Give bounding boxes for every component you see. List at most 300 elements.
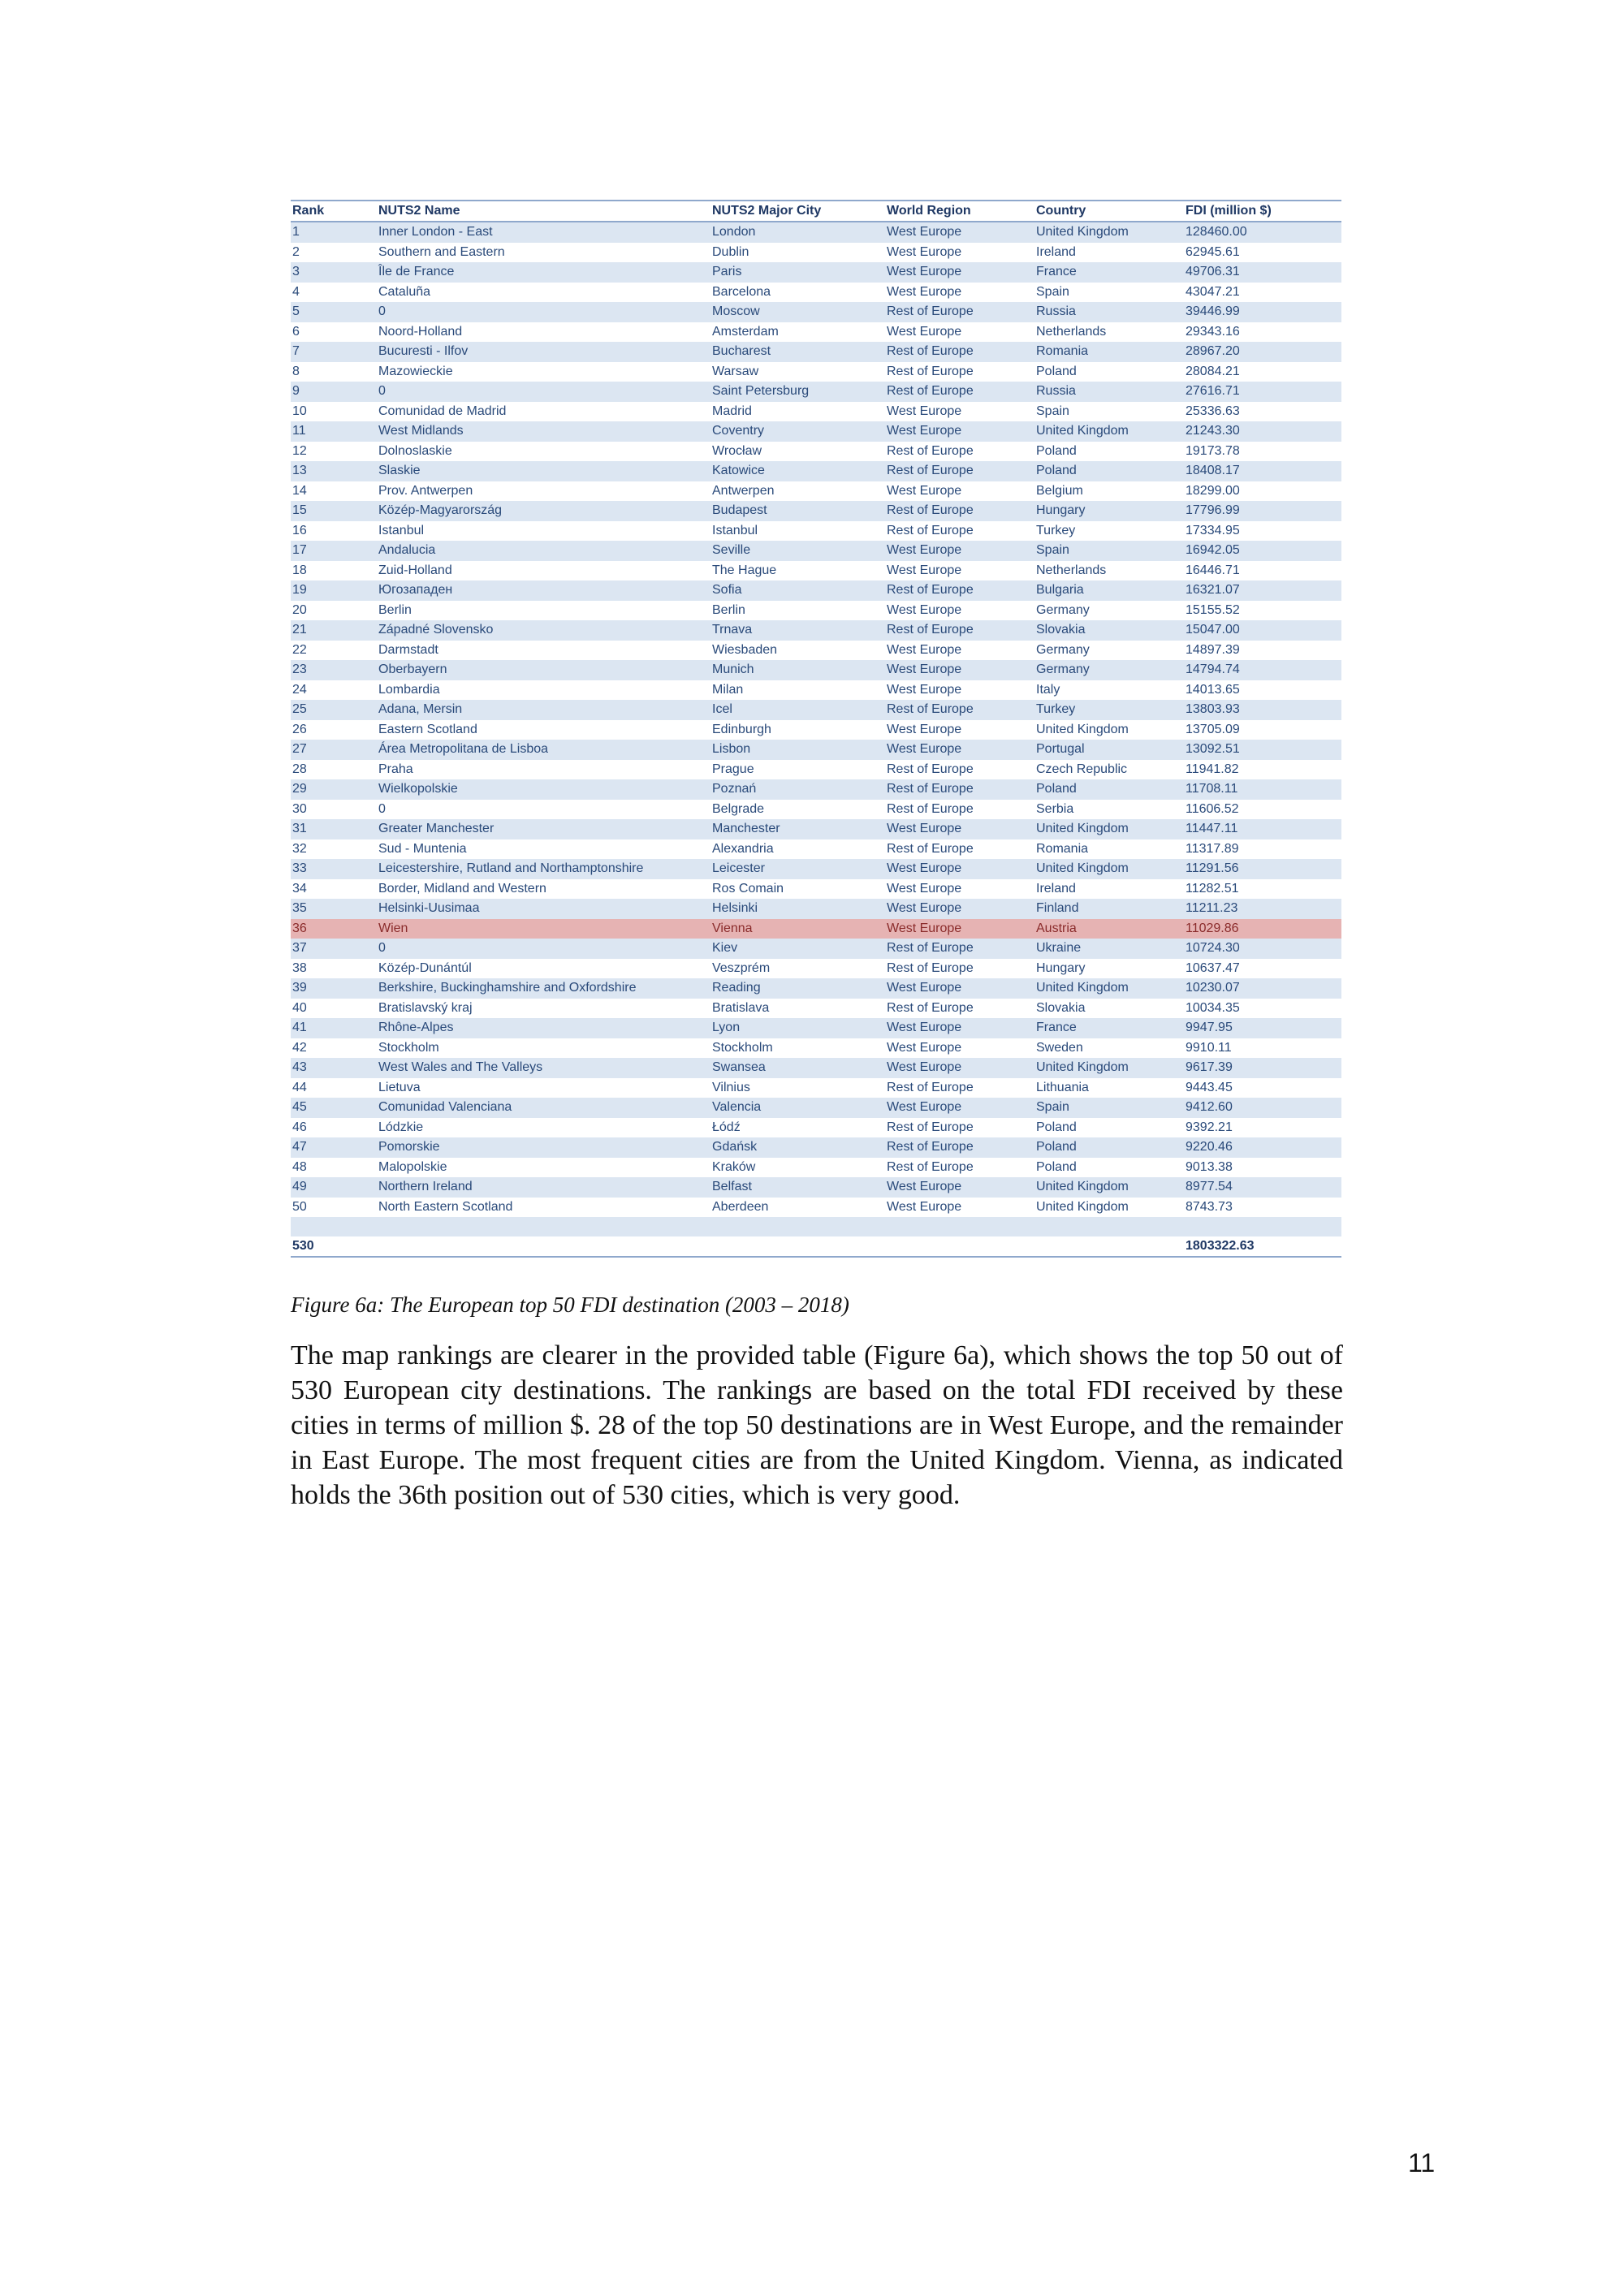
cell-world-region: Rest of Europe xyxy=(885,461,1034,481)
cell-major-city: Vilnius xyxy=(712,1080,750,1094)
cell-country: Lithuania xyxy=(1036,1080,1089,1094)
cell-country: Poland xyxy=(1036,1159,1077,1174)
cell-country: Ukraine xyxy=(1034,939,1184,959)
cell-fdi: 11708.11 xyxy=(1184,779,1341,800)
cell-country: France xyxy=(1034,262,1184,283)
cell-rank: 37 xyxy=(291,939,377,959)
table-row xyxy=(291,362,1341,382)
cell-major-city: Madrid xyxy=(712,404,752,418)
cell-fdi: 62945.61 xyxy=(1186,244,1240,259)
cell-nuts2-name: West Midlands xyxy=(377,421,710,442)
table-row xyxy=(291,501,1341,521)
cell-fdi: 11211.23 xyxy=(1184,899,1341,919)
cell-country: Portugal xyxy=(1034,740,1184,760)
cell-country: United Kingdom xyxy=(1034,819,1184,839)
cell-rank: 41 xyxy=(291,1018,377,1038)
cell-major-city: Dublin xyxy=(712,244,749,259)
total-empty-cell xyxy=(885,1236,1034,1257)
cell-nuts2-name: 0 xyxy=(377,939,710,959)
cell-country: Poland xyxy=(1036,1120,1077,1134)
cell-major-city: Istanbul xyxy=(712,523,758,537)
table-spacer-row xyxy=(291,1217,1341,1236)
cell-country: Bulgaria xyxy=(1034,580,1184,601)
cell-country: Czech Republic xyxy=(1036,762,1128,776)
cell-major-city: Bratislava xyxy=(712,1000,770,1015)
cell-world-region: West Europe xyxy=(887,284,962,299)
cell-country: United Kingdom xyxy=(1034,859,1184,879)
cell-world-region: West Europe xyxy=(885,919,1034,939)
cell-rank: 10 xyxy=(292,404,307,418)
cell-fdi: 11941.82 xyxy=(1186,762,1239,776)
cell-nuts2-name: Lietuva xyxy=(378,1080,421,1094)
cell-rank: 18 xyxy=(292,563,307,577)
cell-world-region: Rest of Europe xyxy=(887,960,974,975)
cell-major-city: Alexandria xyxy=(712,841,774,856)
cell-nuts2-name: Wielkopolskie xyxy=(377,779,710,800)
cell-country: Spain xyxy=(1036,404,1069,418)
cell-world-region: West Europe xyxy=(885,1098,1034,1118)
cell-major-city: Valencia xyxy=(710,1098,885,1118)
cell-fdi: 8977.54 xyxy=(1184,1177,1341,1198)
cell-nuts2-name: Comunidad de Madrid xyxy=(378,404,507,418)
cell-major-city: Leicester xyxy=(710,859,885,879)
cell-fdi: 128460.00 xyxy=(1184,222,1341,243)
cell-nuts2-name: Île de France xyxy=(377,262,710,283)
cell-world-region: West Europe xyxy=(885,1018,1034,1038)
cell-fdi: 13092.51 xyxy=(1184,740,1341,760)
cell-fdi: 11317.89 xyxy=(1186,841,1239,856)
cell-nuts2-name: Praha xyxy=(378,762,413,776)
total-count: 530 xyxy=(291,1236,377,1257)
cell-country: Spain xyxy=(1034,541,1184,561)
cell-nuts2-name: Západné Slovensko xyxy=(377,620,710,641)
cell-major-city: Icel xyxy=(710,700,885,720)
cell-rank: 35 xyxy=(291,899,377,919)
cell-country: Netherlands xyxy=(1036,563,1107,577)
cell-country: Germany xyxy=(1036,602,1090,617)
cell-country: Romania xyxy=(1034,342,1184,362)
cell-major-city: Edinburgh xyxy=(712,722,771,736)
cell-world-region: Rest of Europe xyxy=(885,779,1034,800)
cell-world-region: Rest of Europe xyxy=(887,1120,974,1134)
cell-major-city: Milan xyxy=(712,682,744,697)
cell-country: Germany xyxy=(1034,660,1184,680)
cell-fdi: 10230.07 xyxy=(1184,978,1341,999)
cell-major-city: Berlin xyxy=(712,602,745,617)
cell-country: Poland xyxy=(1034,779,1184,800)
cell-nuts2-name: Berlin xyxy=(378,602,412,617)
cell-world-region: West Europe xyxy=(887,602,962,617)
cell-nuts2-name: West Wales and The Valleys xyxy=(377,1058,710,1078)
cell-major-city: Manchester xyxy=(710,819,885,839)
cell-major-city: Vienna xyxy=(710,919,885,939)
cell-country: Spain xyxy=(1034,1098,1184,1118)
cell-world-region: Rest of Europe xyxy=(885,302,1034,322)
cell-nuts2-name: Darmstadt xyxy=(378,642,438,657)
cell-rank: 23 xyxy=(291,660,377,680)
cell-rank: 6 xyxy=(292,324,300,339)
cell-rank: 14 xyxy=(292,483,307,498)
table-row xyxy=(291,760,1341,780)
cell-major-city: Moscow xyxy=(710,302,885,322)
cell-rank: 34 xyxy=(292,881,307,896)
cell-rank: 19 xyxy=(291,580,377,601)
cell-rank: 48 xyxy=(292,1159,307,1174)
cell-nuts2-name: Comunidad Valenciana xyxy=(377,1098,710,1118)
cell-country: Finland xyxy=(1034,899,1184,919)
cell-rank: 2 xyxy=(292,244,300,259)
cell-world-region: West Europe xyxy=(887,404,962,418)
cell-major-city: Lyon xyxy=(710,1018,885,1038)
table-row xyxy=(291,561,1341,581)
cell-world-region: Rest of Europe xyxy=(885,501,1034,521)
cell-rank: 27 xyxy=(291,740,377,760)
cell-nuts2-name: Közép-Dunántúl xyxy=(378,960,472,975)
cell-fdi: 19173.78 xyxy=(1186,443,1240,458)
cell-rank: 3 xyxy=(291,262,377,283)
cell-country: Sweden xyxy=(1036,1040,1083,1055)
cell-major-city: Kiev xyxy=(710,939,885,959)
cell-fdi: 9220.46 xyxy=(1184,1137,1341,1158)
cell-rank: 36 xyxy=(291,919,377,939)
cell-nuts2-name: Helsinki-Uusimaa xyxy=(377,899,710,919)
cell-world-region: West Europe xyxy=(887,324,962,339)
cell-world-region: West Europe xyxy=(887,722,962,736)
cell-country: United Kingdom xyxy=(1034,978,1184,999)
cell-fdi: 11606.52 xyxy=(1186,801,1239,816)
table-row xyxy=(291,382,1341,402)
header-country: Country xyxy=(1034,201,1184,222)
cell-world-region: Rest of Europe xyxy=(887,1080,974,1094)
table-row xyxy=(291,819,1341,839)
cell-rank: 28 xyxy=(292,762,307,776)
header-nuts2-name: NUTS2 Name xyxy=(377,201,710,222)
cell-country: Netherlands xyxy=(1036,324,1107,339)
cell-major-city: Lisbon xyxy=(710,740,885,760)
table-row xyxy=(291,879,1341,900)
table-row xyxy=(291,1198,1341,1218)
cell-country: Russia xyxy=(1034,382,1184,402)
cell-rank: 13 xyxy=(291,461,377,481)
cell-country: Spain xyxy=(1036,284,1069,299)
cell-rank: 9 xyxy=(291,382,377,402)
cell-country: Slovakia xyxy=(1036,1000,1086,1015)
cell-rank: 38 xyxy=(292,960,307,975)
cell-world-region: West Europe xyxy=(887,483,962,498)
cell-rank: 8 xyxy=(292,364,300,378)
cell-fdi: 39446.99 xyxy=(1184,302,1341,322)
cell-nuts2-name: 0 xyxy=(377,382,710,402)
cell-rank: 25 xyxy=(291,700,377,720)
cell-country: United Kingdom xyxy=(1034,421,1184,442)
cell-major-city: Swansea xyxy=(710,1058,885,1078)
cell-nuts2-name: Cataluña xyxy=(378,284,431,299)
table-row xyxy=(291,959,1341,979)
table-row xyxy=(291,700,1341,720)
cell-rank: 44 xyxy=(292,1080,307,1094)
page-number: 11 xyxy=(1408,2148,1436,2177)
cell-major-city: Munich xyxy=(710,660,885,680)
cell-world-region: Rest of Europe xyxy=(885,382,1034,402)
cell-nuts2-name: Leicestershire, Rutland and Northamptonshire xyxy=(377,859,710,879)
cell-country: Poland xyxy=(1036,364,1077,378)
fdi-table-container xyxy=(291,200,1341,1258)
cell-country: Ireland xyxy=(1036,881,1076,896)
cell-world-region: Rest of Europe xyxy=(887,523,974,537)
table-row xyxy=(291,322,1341,343)
cell-major-city: Paris xyxy=(710,262,885,283)
spacer-cell xyxy=(291,1217,1341,1236)
cell-nuts2-name: Zuid-Holland xyxy=(378,563,452,577)
header-world-region: World Region xyxy=(885,201,1034,222)
cell-major-city: Veszprém xyxy=(712,960,771,975)
cell-country: Italy xyxy=(1036,682,1060,697)
table-row xyxy=(291,1158,1341,1178)
cell-major-city: Katowice xyxy=(710,461,885,481)
cell-major-city: Saint Petersburg xyxy=(710,382,885,402)
cell-rank: 22 xyxy=(292,642,307,657)
cell-world-region: West Europe xyxy=(885,222,1034,243)
cell-major-city: Coventry xyxy=(710,421,885,442)
cell-rank: 33 xyxy=(291,859,377,879)
cell-country: Hungary xyxy=(1034,501,1184,521)
cell-major-city: Sofia xyxy=(710,580,885,601)
cell-major-city: Belgrade xyxy=(712,801,765,816)
cell-rank: 12 xyxy=(292,443,307,458)
cell-rank: 49 xyxy=(291,1177,377,1198)
cell-country: Poland xyxy=(1034,1137,1184,1158)
cell-rank: 1 xyxy=(291,222,377,243)
cell-rank: 45 xyxy=(291,1098,377,1118)
cell-major-city: Trnava xyxy=(710,620,885,641)
cell-country: Serbia xyxy=(1036,801,1074,816)
table-row xyxy=(291,919,1341,939)
cell-country: United Kingdom xyxy=(1034,222,1184,243)
cell-nuts2-name: Dolnoslaskie xyxy=(378,443,452,458)
cell-country: Romania xyxy=(1036,841,1089,856)
cell-nuts2-name: Lódzkie xyxy=(378,1120,424,1134)
cell-major-city: Bucharest xyxy=(710,342,885,362)
cell-rank: 47 xyxy=(291,1137,377,1158)
cell-fdi: 13705.09 xyxy=(1186,722,1240,736)
total-empty-cell xyxy=(710,1236,885,1257)
cell-fdi: 43047.21 xyxy=(1186,284,1240,299)
cell-nuts2-name: Wien xyxy=(377,919,710,939)
table-row xyxy=(291,461,1341,481)
cell-world-region: West Europe xyxy=(885,660,1034,680)
cell-country: France xyxy=(1034,1018,1184,1038)
cell-nuts2-name: 0 xyxy=(377,302,710,322)
cell-rank: 7 xyxy=(291,342,377,362)
cell-fdi: 49706.31 xyxy=(1184,262,1341,283)
cell-rank: 42 xyxy=(292,1040,307,1055)
cell-rank: 26 xyxy=(292,722,307,736)
cell-nuts2-name: Stockholm xyxy=(378,1040,439,1055)
cell-fdi: 10034.35 xyxy=(1186,1000,1240,1015)
table-row xyxy=(291,402,1341,422)
cell-rank: 24 xyxy=(292,682,307,697)
table-row xyxy=(291,839,1341,860)
cell-world-region: West Europe xyxy=(885,1058,1034,1078)
cell-world-region: West Europe xyxy=(887,682,962,697)
cell-country: United Kingdom xyxy=(1036,1199,1129,1214)
table-row xyxy=(291,680,1341,701)
table-row xyxy=(291,442,1341,462)
cell-nuts2-name: Northern Ireland xyxy=(377,1177,710,1198)
cell-nuts2-name: Istanbul xyxy=(378,523,425,537)
table-row xyxy=(291,580,1341,601)
cell-nuts2-name: Prov. Antwerpen xyxy=(378,483,473,498)
cell-fdi: 28967.20 xyxy=(1184,342,1341,362)
table-row xyxy=(291,302,1341,322)
cell-world-region: West Europe xyxy=(885,978,1034,999)
cell-world-region: West Europe xyxy=(885,1177,1034,1198)
cell-fdi: 21243.30 xyxy=(1184,421,1341,442)
cell-world-region: Rest of Europe xyxy=(887,1159,974,1174)
cell-major-city: Helsinki xyxy=(710,899,885,919)
cell-world-region: West Europe xyxy=(887,1199,962,1214)
cell-world-region: Rest of Europe xyxy=(885,939,1034,959)
cell-major-city: The Hague xyxy=(712,563,777,577)
cell-major-city: Gdańsk xyxy=(710,1137,885,1158)
cell-fdi: 17334.95 xyxy=(1186,523,1240,537)
cell-fdi: 10637.47 xyxy=(1186,960,1240,975)
table-row xyxy=(291,1078,1341,1098)
cell-world-region: Rest of Europe xyxy=(887,443,974,458)
table-row xyxy=(291,978,1341,999)
cell-fdi: 11291.56 xyxy=(1184,859,1341,879)
cell-fdi: 29343.16 xyxy=(1186,324,1240,339)
table-row xyxy=(291,521,1341,542)
table-row xyxy=(291,342,1341,362)
cell-world-region: Rest of Europe xyxy=(887,762,974,776)
cell-world-region: West Europe xyxy=(887,244,962,259)
cell-nuts2-name: Berkshire, Buckinghamshire and Oxfordshire xyxy=(377,978,710,999)
cell-world-region: West Europe xyxy=(885,541,1034,561)
cell-nuts2-name: Rhône-Alpes xyxy=(377,1018,710,1038)
table-row xyxy=(291,481,1341,502)
table-header-row xyxy=(291,201,1341,222)
cell-nuts2-name: North Eastern Scotland xyxy=(378,1199,513,1214)
cell-fdi: 9392.21 xyxy=(1186,1120,1233,1134)
cell-nuts2-name: Noord-Holland xyxy=(378,324,463,339)
cell-major-city: Warsaw xyxy=(712,364,759,378)
cell-rank: 17 xyxy=(291,541,377,561)
cell-fdi: 18299.00 xyxy=(1186,483,1240,498)
cell-nuts2-name: Área Metropolitana de Lisboa xyxy=(377,740,710,760)
cell-nuts2-name: Bratislavský kraj xyxy=(378,1000,473,1015)
cell-fdi: 16942.05 xyxy=(1184,541,1341,561)
cell-nuts2-name: Lombardia xyxy=(378,682,440,697)
cell-rank: 20 xyxy=(292,602,307,617)
cell-rank: 21 xyxy=(291,620,377,641)
cell-rank: 29 xyxy=(291,779,377,800)
cell-fdi: 10724.30 xyxy=(1184,939,1341,959)
cell-fdi: 11447.11 xyxy=(1184,819,1341,839)
table-row xyxy=(291,283,1341,303)
cell-fdi: 9910.11 xyxy=(1186,1040,1232,1055)
cell-world-region: Rest of Europe xyxy=(885,342,1034,362)
table-row xyxy=(291,641,1341,661)
cell-rank: 31 xyxy=(291,819,377,839)
cell-rank: 46 xyxy=(292,1120,307,1134)
cell-nuts2-name: Pomorskie xyxy=(377,1137,710,1158)
table-row xyxy=(291,740,1341,760)
cell-nuts2-name: Югозападен xyxy=(377,580,710,601)
cell-major-city: Aberdeen xyxy=(712,1199,769,1214)
cell-world-region: West Europe xyxy=(885,421,1034,442)
table-row xyxy=(291,1018,1341,1038)
cell-fdi: 25336.63 xyxy=(1186,404,1240,418)
cell-rank: 4 xyxy=(292,284,300,299)
cell-nuts2-name: Eastern Scotland xyxy=(378,722,477,736)
body-paragraph: The map rankings are clearer in the provided table (Figure 6a), which shows the top 50 out of 530 European city destinations. The rankings are based on the total FDI received by these cities in terms of million $. 28 of the top 50 destinations are in West Europe, and the remainder in East Europe. The most frequent cities are from the United Kingdom. Vienna, as indicated holds the 36th position out of 530 cities, which is very good. xyxy=(291,1340,1343,1510)
cell-fdi: 27616.71 xyxy=(1184,382,1341,402)
table-row xyxy=(291,541,1341,561)
cell-rank: 5 xyxy=(291,302,377,322)
cell-world-region: West Europe xyxy=(887,642,962,657)
cell-world-region: West Europe xyxy=(887,563,962,577)
cell-major-city: Belfast xyxy=(710,1177,885,1198)
cell-country: Belgium xyxy=(1036,483,1083,498)
cell-country: Austria xyxy=(1034,919,1184,939)
cell-world-region: West Europe xyxy=(885,740,1034,760)
cell-fdi: 17796.99 xyxy=(1184,501,1341,521)
cell-country: United Kingdom xyxy=(1036,722,1129,736)
cell-world-region: Rest of Europe xyxy=(887,841,974,856)
cell-fdi: 9412.60 xyxy=(1184,1098,1341,1118)
cell-major-city: Budapest xyxy=(710,501,885,521)
cell-rank: 32 xyxy=(292,841,307,856)
cell-nuts2-name: Adana, Mersin xyxy=(377,700,710,720)
cell-major-city: Antwerpen xyxy=(712,483,775,498)
table-row xyxy=(291,1038,1341,1059)
fdi-ranking-table xyxy=(291,200,1341,1258)
table-row xyxy=(291,720,1341,740)
cell-country: Poland xyxy=(1036,443,1077,458)
cell-nuts2-name: Slaskie xyxy=(377,461,710,481)
cell-country: Turkey xyxy=(1034,700,1184,720)
table-row xyxy=(291,1118,1341,1138)
cell-nuts2-name: Inner London - East xyxy=(377,222,710,243)
total-empty-cell xyxy=(1034,1236,1184,1257)
cell-major-city: Poznań xyxy=(710,779,885,800)
cell-fdi: 11282.51 xyxy=(1186,881,1239,896)
cell-nuts2-name: Mazowieckie xyxy=(378,364,453,378)
cell-fdi: 9617.39 xyxy=(1184,1058,1341,1078)
cell-fdi: 9013.38 xyxy=(1186,1159,1233,1174)
cell-major-city: Prague xyxy=(712,762,754,776)
cell-nuts2-name: Border, Midland and Western xyxy=(378,881,546,896)
cell-world-region: Rest of Europe xyxy=(887,801,974,816)
cell-world-region: Rest of Europe xyxy=(887,1000,974,1015)
table-row xyxy=(291,222,1341,243)
cell-major-city: Reading xyxy=(710,978,885,999)
cell-nuts2-name: Greater Manchester xyxy=(377,819,710,839)
cell-major-city: Barcelona xyxy=(712,284,771,299)
table-row xyxy=(291,999,1341,1019)
cell-fdi: 15047.00 xyxy=(1184,620,1341,641)
cell-rank: 43 xyxy=(291,1058,377,1078)
table-row xyxy=(291,939,1341,959)
table-row xyxy=(291,1058,1341,1078)
cell-nuts2-name: Sud - Muntenia xyxy=(378,841,467,856)
table-row xyxy=(291,660,1341,680)
cell-world-region: Rest of Europe xyxy=(885,620,1034,641)
cell-world-region: Rest of Europe xyxy=(885,1137,1034,1158)
header-major-city: NUTS2 Major City xyxy=(710,201,885,222)
cell-world-region: West Europe xyxy=(887,1040,962,1055)
